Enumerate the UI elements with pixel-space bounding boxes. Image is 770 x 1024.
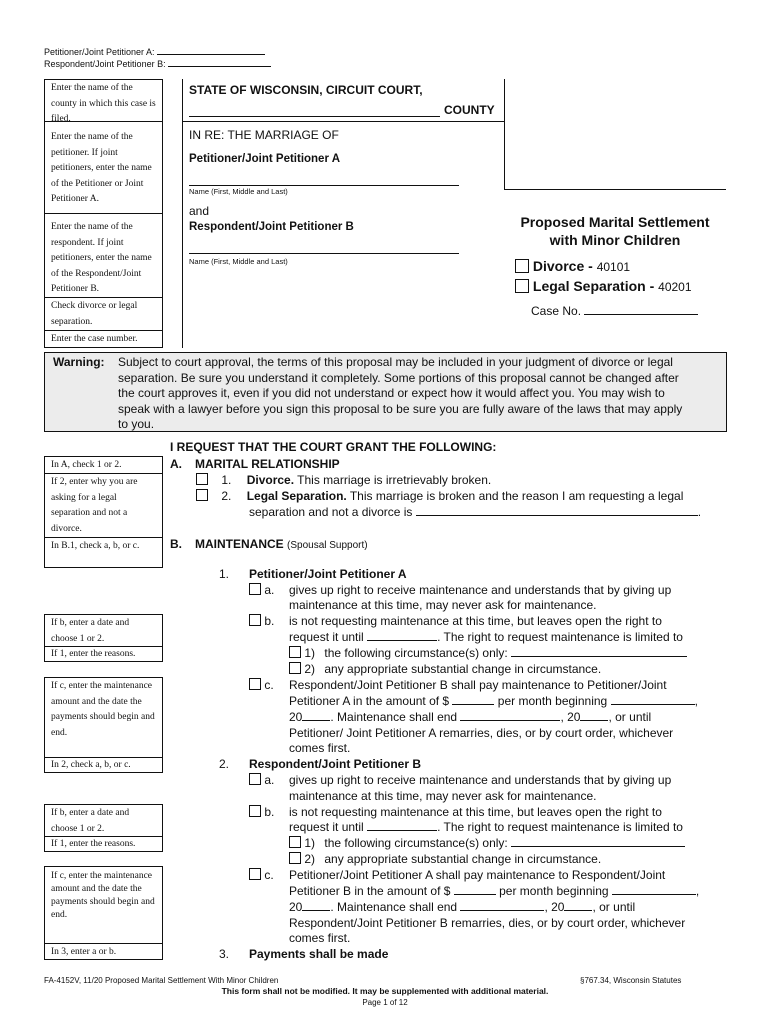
b1-a-line2: maintenance at this time, may never ask for maintenance. [289, 598, 597, 612]
section-a-title: MARITAL RELATIONSHIP [195, 457, 340, 471]
b1-b-line2 [289, 630, 683, 645]
b2-c-line3 [289, 900, 635, 915]
legal-separation-label: Legal Separation - [532, 278, 659, 294]
legal-separation-checkbox[interactable] [515, 279, 529, 293]
respondent-b-heading: Respondent/Joint Petitioner B [189, 221, 354, 233]
instruction-county: Enter the name of the county in which this case is filed. [44, 79, 163, 121]
petitioner-name-hint: Name (First, Middle and Last) [189, 187, 288, 196]
b2-c-line2: Petitioner B in the amount of $ per month beginning , [289, 884, 700, 898]
b2-c-line5: comes first. [289, 931, 351, 945]
section-b-title-row [195, 537, 368, 553]
b1-c-amount-label: Petitioner A in the amount of $ [289, 694, 450, 708]
section-a-item-2-line2: separation and not a divorce is . [249, 505, 702, 519]
section-a-item-1-bold: Divorce. [246, 473, 295, 487]
b1-option-b-checkbox[interactable] [249, 614, 261, 626]
b1-amount-field[interactable] [452, 694, 494, 705]
b1-b-option-1-number: 1) [304, 646, 316, 660]
b2-title: Respondent/Joint Petitioner B [249, 757, 422, 771]
section-a-item-1-number: 1. [221, 473, 232, 487]
b2-b-option-1 [289, 836, 685, 851]
b1-a-line1: gives up right to receive maintenance and understands that by giving up [289, 583, 672, 597]
instruction-in-b1: In B.1, check a, b, or c. [44, 537, 163, 568]
b1-option-c [249, 678, 274, 693]
b2-b-option-2-number: 2) [304, 852, 316, 866]
b2-b-line1: is not requesting maintenance at this time, but leaves open the right to [289, 805, 662, 819]
request-heading: I REQUEST THAT THE COURT GRANT THE FOLLOWING: [170, 440, 497, 454]
b1-option-a-checkbox[interactable] [249, 583, 261, 595]
b2-amount-field[interactable] [454, 884, 496, 895]
b1-c-end-label: . Maintenance shall end [330, 710, 458, 724]
b2-b-line2 [289, 820, 683, 835]
b2-c-amount-label: Petitioner B in the amount of $ [289, 884, 451, 898]
county-field-line [189, 116, 440, 117]
b2-b-option-1-checkbox[interactable] [289, 836, 301, 848]
b1-c-line5: comes first. [289, 741, 351, 755]
b2-option-b [249, 805, 274, 820]
b1-c-line2: Petitioner A in the amount of $ per month beginning , [289, 694, 698, 708]
b2-option-a-checkbox[interactable] [249, 773, 261, 785]
petitioner-a-heading: Petitioner/Joint Petitioner A [189, 153, 341, 165]
section-a-item-2-bold: Legal Separation. [246, 489, 347, 503]
section-a-item-2 [196, 489, 683, 504]
footer-notice: This form shall not be modified. It may be supplemented with additional material. [221, 986, 549, 996]
section-a-item-2-text: This marriage is broken and the reason I am requesting a legal [346, 489, 684, 503]
b1-begin-year-field[interactable] [302, 710, 330, 721]
b2-begin-year-field[interactable] [302, 900, 330, 911]
case-type-options [515, 257, 692, 297]
b2-b-option-1-text: the following circumstance(s) only: [324, 836, 508, 850]
b1-end-date-field[interactable] [460, 710, 560, 721]
b2-b-option-2-text: any appropriate substantial change in circumstance. [324, 852, 602, 866]
b1-request-until-date-field[interactable] [367, 630, 437, 641]
b2-c-or-until: , or until [592, 900, 636, 914]
b1-c-line4: Petitioner/ Joint Petitioner A remarries, dies, or by court order, whichever [289, 726, 674, 740]
warning-line-4: speak with a lawyer before you sign this proposal to be sure you are fully aware of the laws that may apply [118, 401, 683, 416]
b1-title: Petitioner/Joint Petitioner A [249, 567, 407, 581]
petitioner-a-top-field[interactable] [157, 46, 265, 55]
petitioner-a-top-label: Petitioner/Joint Petitioner A: [44, 47, 155, 57]
instruction-in-2: In 2, check a, b, or c. [44, 757, 163, 773]
respondent-name-field[interactable] [189, 236, 459, 253]
county-field[interactable] [189, 98, 440, 115]
b2-b-option-2-checkbox[interactable] [289, 852, 301, 864]
b1-c-or-until: , or until [608, 710, 652, 724]
section-a-item-2-reason-label: separation and not a divorce is [249, 505, 413, 519]
b1-c-year-prefix: 20 [289, 710, 303, 724]
form-title-line2: with Minor Children [549, 232, 681, 248]
b1-b-request-until: request it until [289, 630, 364, 644]
b2-option-c [249, 868, 274, 883]
b1-c-line3 [289, 710, 651, 725]
respondent-name-line [189, 253, 459, 254]
divorce-option [515, 257, 692, 277]
legal-separation-code: 40201 [658, 280, 692, 294]
instruction-if-1-2: If 1, enter the reasons. [44, 836, 163, 852]
b2-c-end-label: . Maintenance shall end [330, 900, 458, 914]
section-a-item-1-text: This marriage is irretrievably broken. [294, 473, 492, 487]
b2-b-option-2 [289, 852, 601, 867]
instruction-respondent: Enter the name of the respondent. If joint petitioners, enter the name of the Respondent/Joint Petitioner B. [44, 213, 163, 297]
header-divider-court [182, 121, 504, 122]
case-number-field[interactable] [584, 304, 698, 315]
b1-b-option-1-text: the following circumstance(s) only: [324, 646, 508, 660]
section-a-item-1 [196, 473, 491, 488]
b2-c-year-prefix: 20 [289, 900, 303, 914]
legal-separation-option [515, 277, 692, 297]
footer-form-id: FA-4152V, 11/20 Proposed Marital Settlement With Minor Children [44, 976, 279, 985]
b1-b-option-1-checkbox[interactable] [289, 646, 301, 658]
divorce-checkbox[interactable] [515, 259, 529, 273]
b1-b-option-2-checkbox[interactable] [289, 662, 301, 674]
b2-option-c-checkbox[interactable] [249, 868, 261, 880]
b2-option-a-label: a. [264, 773, 275, 787]
section-b-title: MAINTENANCE [195, 537, 284, 551]
in-re-heading: IN RE: THE MARRIAGE OF [189, 128, 339, 142]
warning-line-1: Subject to court approval, the terms of this proposal may be included in your judgment of divorce or legal [118, 355, 673, 369]
b2-number: 2. [219, 757, 230, 771]
warning-line-3: the court approves it, even if you did not understand or expect how it would affect you. You may wish to [118, 386, 665, 400]
b1-b-option-2-number: 2) [304, 662, 316, 676]
b1-circumstances-field[interactable] [511, 646, 687, 657]
petitioner-name-field[interactable] [189, 168, 459, 185]
form-title-line1: Proposed Marital Settlement [520, 214, 710, 230]
b1-c-end-year-prefix: , 20 [560, 710, 581, 724]
instruction-in-a: In A, check 1 or 2. [44, 456, 163, 473]
b1-option-b [249, 614, 274, 629]
legal-separation-reason-field[interactable] [416, 505, 698, 516]
header-divider-right-bottom [504, 189, 726, 190]
b1-number: 1. [219, 567, 230, 581]
divorce-label: Divorce - [532, 258, 597, 274]
b2-c-line4: Respondent/Joint Petitioner B remarries, dies, or by court order, whichever [289, 916, 686, 930]
section-a-item-2-number: 2. [221, 489, 232, 503]
section-a-letter: A. [170, 457, 182, 471]
b3-number: 3. [219, 947, 230, 961]
b2-option-b-checkbox[interactable] [249, 805, 261, 817]
instruction-check-divorce: Check divorce or legal separation. [44, 297, 163, 330]
b2-c-end-year-prefix: , 20 [544, 900, 565, 914]
respondent-name-hint: Name (First, Middle and Last) [189, 257, 288, 266]
b1-b-line1: is not requesting maintenance at this time, but leaves open the right to [289, 614, 662, 628]
petitioner-name-line [189, 185, 459, 186]
case-number-row [531, 304, 698, 318]
b3-title: Payments shall be made [249, 947, 389, 961]
instruction-if-c-1: If c, enter the maintenance amount and the date the payments should begin and end. [44, 677, 163, 757]
b1-end-year-field[interactable] [580, 710, 608, 721]
b1-option-a [249, 583, 274, 598]
warning-label: Warning: [53, 355, 105, 369]
b1-b-option-2-text: any appropriate substantial change in circumstance. [324, 662, 602, 676]
b1-b-option-1 [289, 646, 687, 661]
b2-a-line1: gives up right to receive maintenance and understands that by giving up [289, 773, 672, 787]
b2-b-request-until: request it until [289, 820, 364, 834]
respondent-b-top-field[interactable] [168, 58, 271, 67]
warning-line-2: separation. Be sure you understand it completely. Some portions of this proposal cannot be changed after [118, 370, 679, 385]
b1-c-beginning-label: per month beginning [497, 694, 608, 708]
b1-option-a-label: a. [264, 583, 275, 597]
b2-end-year-field[interactable] [564, 900, 592, 911]
b1-begin-date-field[interactable] [611, 694, 695, 705]
warning-line-5: to you. [118, 417, 155, 431]
b2-end-date-field[interactable] [460, 900, 544, 911]
and-text: and [189, 204, 210, 218]
footer-page-number: Page 1 of 12 [362, 998, 408, 1007]
instruction-if-b-2: If b, enter a date and choose 1 or 2. [44, 804, 163, 836]
b1-option-c-checkbox[interactable] [249, 678, 261, 690]
b2-a-line2: maintenance at this time, may never ask for maintenance. [289, 789, 597, 803]
case-number-label: Case No. [531, 304, 582, 318]
footer-statute: §767.34, Wisconsin Statutes [580, 976, 682, 985]
section-b-subtitle: (Spousal Support) [287, 540, 368, 551]
top-party-labels [44, 46, 271, 70]
b2-begin-date-field[interactable] [612, 884, 696, 895]
b2-request-until-date-field[interactable] [367, 820, 437, 831]
b1-b-option-2 [289, 662, 601, 677]
instruction-in-3: In 3, enter a or b. [44, 943, 163, 960]
instruction-if-2: If 2, enter why you are asking for a legal separation and not a divorce. [44, 473, 163, 537]
form-title [504, 213, 726, 249]
instruction-if-b-1: If b, enter a date and choose 1 or 2. [44, 614, 163, 646]
b2-circumstances-field[interactable] [511, 836, 685, 847]
instruction-petitioner: Enter the name of the petitioner. If joint petitioners, enter the name of the Petitioner or Joint Petitioner A. [44, 121, 163, 213]
b2-b-limited-to: . The right to request maintenance is limited to [437, 820, 683, 834]
respondent-b-top-label: Respondent/Joint Petitioner B: [44, 59, 166, 69]
section-a-legal-separation-checkbox[interactable] [196, 489, 208, 501]
b2-c-beginning-label: per month beginning [499, 884, 609, 898]
instruction-if-1-1: If 1, enter the reasons. [44, 646, 163, 662]
county-label: COUNTY [444, 103, 495, 117]
b2-option-a [249, 773, 274, 788]
b1-c-line1: Respondent/Joint Petitioner B shall pay maintenance to Petitioner/Joint [289, 678, 667, 692]
divorce-code: 40101 [596, 260, 631, 274]
b1-option-b-label: b. [264, 614, 275, 628]
warning-box [44, 352, 727, 432]
b1-b-limited-to: . The right to request maintenance is limited to [437, 630, 683, 644]
header-divider-right [504, 79, 505, 189]
instruction-if-c-2: If c, enter the maintenance amount and the date the payments should begin and end. [44, 866, 163, 943]
court-heading: STATE OF WISCONSIN, CIRCUIT COURT, [189, 83, 423, 97]
b2-option-c-label: c. [264, 868, 274, 882]
b2-option-b-label: b. [264, 805, 275, 819]
section-b-letter: B. [170, 537, 182, 551]
b2-c-line1: Petitioner/Joint Petitioner A shall pay maintenance to Respondent/Joint [289, 868, 666, 882]
section-a-divorce-checkbox[interactable] [196, 473, 208, 485]
b1-option-c-label: c. [264, 678, 274, 692]
instruction-case-number: Enter the case number. [44, 330, 163, 348]
header-divider-vertical [182, 79, 183, 348]
b2-b-option-1-number: 1) [304, 836, 316, 850]
